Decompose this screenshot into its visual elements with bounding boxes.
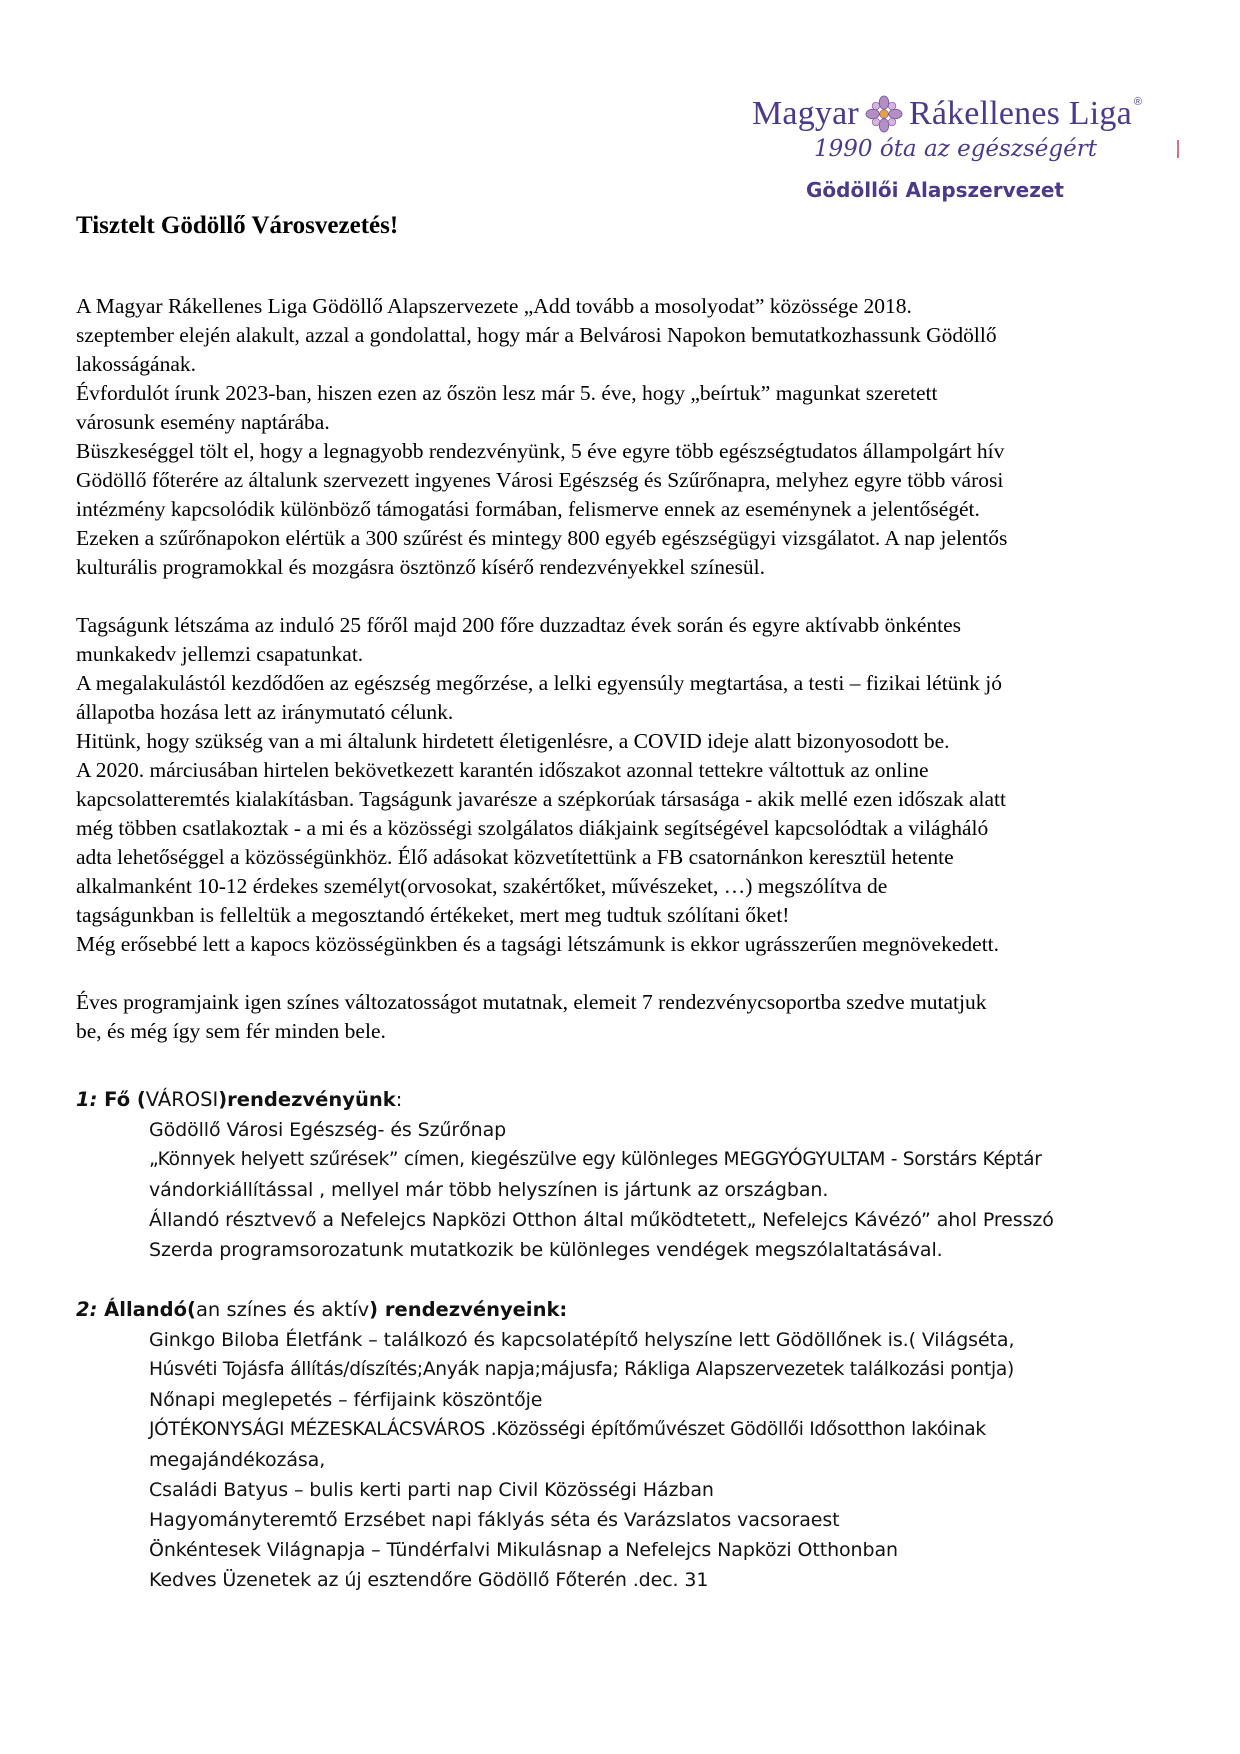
section-title-part: VÁROSI xyxy=(145,1088,219,1111)
list-item: megajándékozása, xyxy=(149,1449,326,1471)
text-line: Ezeken a szűrőnapokon elértük a 300 szűrést és mintegy 800 egyéb egészségügyi vizsgálatot. A nap jelentős xyxy=(76,526,1008,550)
text-line: Gödöllő főterére az általunk szervezett ingyenes Városi Egészség és Szűrőnapra, melyhez egyre több városi xyxy=(76,468,1004,492)
list-item: Szerda programsorozatunk mutatkozik be különleges vendégek megszólaltatásával. xyxy=(149,1239,943,1261)
list-item: Nőnapi meglepetés – férfijaink köszöntője xyxy=(149,1389,543,1411)
list-item: Hagyományteremtő Erzsébet napi fáklyás séta és Varázslatos vacsoraest xyxy=(149,1509,840,1531)
text-line: intézmény kapcsolódik különböző támogatási formában, felismerve ennek az eseménynek a jelentőségét. xyxy=(76,497,980,521)
program-sections xyxy=(76,1085,1176,1595)
text-line: adta lehetőséggel a közösségünkhöz. Élő adásokat közvetítettünk a FB csatornánkon keresztül hetente xyxy=(76,845,954,869)
registered-mark: ® xyxy=(1133,96,1143,108)
section-title-part: : xyxy=(395,1088,403,1111)
paragraph-gap xyxy=(76,582,1176,611)
text-line: alkalmanként 10-12 érdekes személyt(orvosokat, szakértőket, művészeket, …) megszólítva de xyxy=(76,874,888,898)
text-line: kapcsolatteremtés kialakításban. Tagságunk javarésze a szépkorúak társasága - akik mellé ezen időszak alatt xyxy=(76,787,1006,811)
text-line: még többen csatlakoztak - a mi és a közösségi szolgálatos diákjaink segítségével kapcsolódtak a világháló xyxy=(76,816,989,840)
section-number: 2: xyxy=(76,1298,98,1321)
section-2-title xyxy=(76,1295,1176,1325)
paragraph-programs xyxy=(76,988,1176,1046)
list-item: Gödöllő Városi Egészség- és Szűrőnap xyxy=(149,1119,507,1141)
text-line: munkakedv jellemzi csapatunkat. xyxy=(76,642,364,666)
text-line: városunk esemény naptárába. xyxy=(76,410,330,434)
list-item: Ginkgo Biloba Életfánk – találkozó és kapcsolatépítő helyszíne lett Gödöllőnek is.( Világséta, xyxy=(149,1329,1015,1351)
paragraph-intro xyxy=(76,292,1176,582)
logo-word-liga: Rákellenes Liga xyxy=(908,95,1132,132)
letter-body xyxy=(76,292,1176,1046)
list-item: vándorkiállítással , mellyel már több helyszínen is jártunk az országban. xyxy=(149,1179,829,1201)
list-item: Húsvéti Tojásfa állítás/díszítés;Anyák napja;májusfa; Rákliga Alapszervezetek találkozási pontja) xyxy=(149,1359,1014,1380)
text-line: Még erősebbé lett a kapocs közösségünkben és a tagsági létszámunk is ekkor ugrásszerűen megnövekedett. xyxy=(76,932,1000,956)
section-title-part: Állandó( xyxy=(97,1298,196,1321)
logo-word-magyar: Magyar xyxy=(752,95,859,132)
list-item: Kedves Üzenetek az új esztendőre Gödöllő Főterén .dec. 31 xyxy=(149,1569,709,1591)
organization-logo xyxy=(752,92,1172,212)
flower-icon xyxy=(865,95,903,133)
section-title-part: )rendezvényünk xyxy=(218,1088,396,1111)
text-line: Hitünk, hogy szükség van a mi általunk hirdetett életigenlésre, a COVID ideje alatt bizonyosodott be. xyxy=(76,729,950,753)
text-line: A megalakulástól kezdődően az egészség megőrzése, a lelki egyensúly megtartása, a testi – fizikai létünk jó xyxy=(76,671,1002,695)
text-line: szeptember elején alakult, azzal a gondolattal, hogy már a Belvárosi Napokon bemutatkozhassunk Gödöllő xyxy=(76,323,997,347)
greeting-heading: Tisztelt Gödöllő Városvezetés! xyxy=(76,212,399,239)
section-title-part: an színes és aktív xyxy=(195,1298,370,1321)
list-item: Családi Batyus – bulis kerti parti nap Civil Közösségi Házban xyxy=(149,1479,714,1501)
section-title-part: ) rendezvényeink: xyxy=(369,1298,568,1321)
logo-wordmark xyxy=(752,92,1142,136)
list-item: Önkéntesek Világnapja – Tündérfalvi Mikulásnap a Nefelejcs Napközi Otthonban xyxy=(149,1539,898,1561)
text-line: Éves programjaink igen színes változatosságot mutatnak, elemeit 7 rendezvénycsoportba szedve mutatjuk xyxy=(76,990,987,1014)
text-line: be, és még így sem fér minden bele. xyxy=(76,1019,386,1043)
list-item: Állandó résztvevő a Nefelejcs Napközi Otthon által működtetett„ Nefelejcs Kávézó” ahol Presszó xyxy=(149,1209,1054,1231)
text-line: tagságunkban is felleltük a megosztandó értékeket, mert meg tudtuk szólítani őket! xyxy=(76,903,790,927)
text-line: Büszkeséggel tölt el, hogy a legnagyobb rendezvényünk, 5 éve egyre több egészségtudatos állampolgárt hív xyxy=(76,439,1005,463)
list-item: JÓTÉKONYSÁGI MÉZESKALÁCSVÁROS .Közösségi építőművészet Gödöllői Idősotthon lakóinak xyxy=(149,1419,986,1440)
text-line: állapotba hozása lett az iránymutató célunk. xyxy=(76,700,454,724)
list-item: „Könnyek helyett szűrések” címen, kiegészülve egy különleges MEGGYÓGYULTAM - Sorstárs Képtár xyxy=(149,1149,1042,1170)
logo-slogan: 1990 óta az egészségért xyxy=(814,136,1097,162)
paragraph-gap xyxy=(76,959,1176,988)
margin-mark xyxy=(1177,140,1179,158)
text-line: Évfordulót írunk 2023-ban, hiszen ezen az őszön lesz már 5. éve, hogy „beírtuk” magunkat szeretett xyxy=(76,381,938,405)
section-gap xyxy=(76,1265,1176,1295)
section-1-title xyxy=(76,1085,1176,1115)
text-line: A 2020. márciusában hirtelen bekövetkezett karantén időszakot azonnal tettekre váltottuk az online xyxy=(76,758,929,782)
text-line: lakosságának. xyxy=(76,352,197,376)
paragraph-membership xyxy=(76,611,1176,959)
section-number: 1: xyxy=(76,1088,98,1111)
text-line: kulturális programokkal és mozgásra ösztönző kísérő rendezvényekkel színesül. xyxy=(76,555,765,579)
logo-branch-name: Gödöllői Alapszervezet xyxy=(806,178,1064,202)
text-line: A Magyar Rákellenes Liga Gödöllő Alapszervezete „Add tovább a mosolyodat” közössége 2018. xyxy=(76,294,912,318)
text-line: Tagságunk létszáma az induló 25 főről majd 200 főre duzzadtaz évek során és egyre aktívabb önkéntes xyxy=(76,613,962,637)
section-title-part: Fő ( xyxy=(97,1088,146,1111)
